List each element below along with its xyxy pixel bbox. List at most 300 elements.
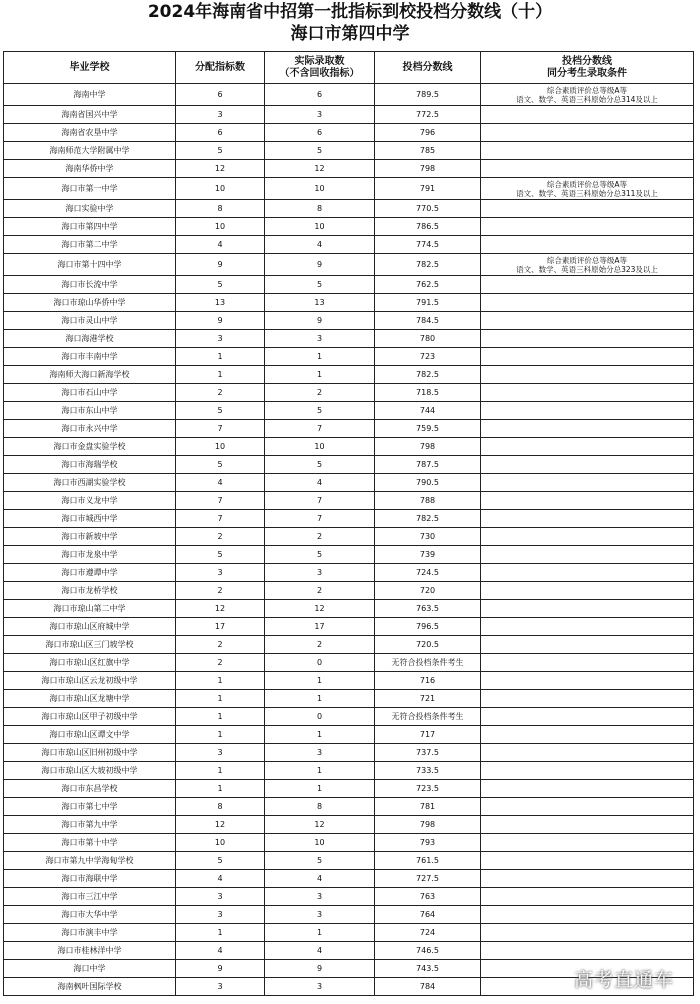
school-cell: 海口市城西中学 [4,510,176,528]
quota-cell: 3 [176,564,265,582]
admitted-cell: 0 [265,654,375,672]
admitted-cell: 2 [265,636,375,654]
score-cell: 763 [375,888,481,906]
school-cell: 海口市遵谭中学 [4,564,176,582]
admitted-cell: 10 [265,834,375,852]
school-cell: 海口市永兴中学 [4,420,176,438]
table-row [4,124,694,142]
table-row [4,402,694,420]
score-cell: 723.5 [375,780,481,798]
admitted-cell: 1 [265,726,375,744]
score-cell: 759.5 [375,420,481,438]
condition-cell [481,708,694,726]
score-cell: 723 [375,348,481,366]
school-cell: 海口市琼山区府城中学 [4,618,176,636]
score-cell: 730 [375,528,481,546]
school-cell: 海口市第一中学 [4,178,176,200]
admitted-cell: 5 [265,456,375,474]
score-cell: 746.5 [375,942,481,960]
school-cell: 海口市第十四中学 [4,254,176,276]
table-row [4,690,694,708]
condition-cell [481,178,694,200]
score-cell: 772.5 [375,106,481,124]
admitted-cell: 17 [265,618,375,636]
score-cell: 788 [375,492,481,510]
quota-cell: 1 [176,780,265,798]
school-cell: 海口市琼山区旧州初级中学 [4,744,176,762]
admitted-cell: 4 [265,870,375,888]
admitted-cell: 3 [265,978,375,996]
quota-cell: 10 [176,834,265,852]
condition-cell [481,852,694,870]
table-row [4,142,694,160]
score-cell: 796 [375,124,481,142]
admitted-cell: 12 [265,600,375,618]
admitted-cell: 4 [265,942,375,960]
table-row [4,726,694,744]
admitted-cell: 12 [265,816,375,834]
score-cell: 763.5 [375,600,481,618]
admitted-cell: 2 [265,384,375,402]
table-row [4,510,694,528]
quota-cell: 9 [176,254,265,276]
admitted-cell: 4 [265,236,375,254]
table-row [4,84,694,106]
condition-cell [481,942,694,960]
table-row [4,546,694,564]
school-cell: 海南省农垦中学 [4,124,176,142]
school-cell: 海南中学 [4,84,176,106]
quota-cell: 12 [176,816,265,834]
score-cell: 无符合投档条件考生 [375,708,481,726]
table-row [4,160,694,178]
quota-cell: 4 [176,870,265,888]
condition-cell [481,236,694,254]
school-cell: 海口中学 [4,960,176,978]
quota-cell: 5 [176,142,265,160]
quota-cell: 2 [176,654,265,672]
condition-cell [481,312,694,330]
school-cell: 海口市大华中学 [4,906,176,924]
school-cell: 海口市琼山区红旗中学 [4,654,176,672]
admitted-cell: 5 [265,142,375,160]
school-cell: 海口市丰南中学 [4,348,176,366]
score-cell: 720 [375,582,481,600]
score-cell: 724 [375,924,481,942]
score-cell: 786.5 [375,218,481,236]
school-cell: 海口市琼山区甲子初级中学 [4,708,176,726]
score-cell: 782.5 [375,366,481,384]
school-cell: 海口市灵山中学 [4,312,176,330]
score-cell: 798 [375,816,481,834]
condition-cell [481,672,694,690]
quota-cell: 3 [176,906,265,924]
admitted-cell: 12 [265,160,375,178]
admitted-cell: 2 [265,528,375,546]
score-cell: 720.5 [375,636,481,654]
quota-cell: 4 [176,474,265,492]
condition-cell [481,654,694,672]
condition-cell [481,780,694,798]
score-cell: 780 [375,330,481,348]
quota-cell: 10 [176,178,265,200]
admitted-cell: 13 [265,294,375,312]
condition-cell [481,762,694,780]
quota-cell: 1 [176,348,265,366]
condition-cell [481,276,694,294]
admitted-cell: 5 [265,852,375,870]
quota-cell: 5 [176,546,265,564]
table-row [4,762,694,780]
table-row [4,106,694,124]
admitted-cell: 1 [265,780,375,798]
condition-cell [481,888,694,906]
admitted-cell: 0 [265,708,375,726]
quota-cell: 10 [176,218,265,236]
table-body [4,84,694,996]
table-row [4,834,694,852]
table-row [4,924,694,942]
condition-cell [481,456,694,474]
condition-cell [481,726,694,744]
admitted-cell: 7 [265,510,375,528]
table-row [4,618,694,636]
table-row [4,654,694,672]
school-cell: 海口市东山中学 [4,402,176,420]
condition-cell [481,402,694,420]
admitted-cell: 8 [265,798,375,816]
condition-cell [481,438,694,456]
quota-cell: 5 [176,456,265,474]
school-cell: 海口市金盘实验学校 [4,438,176,456]
quota-cell: 8 [176,798,265,816]
table-row [4,254,694,276]
table-row [4,438,694,456]
quota-cell: 5 [176,276,265,294]
quota-cell: 1 [176,690,265,708]
condition-cell [481,690,694,708]
table-row [4,582,694,600]
school-cell: 海口市琼山区云龙初级中学 [4,672,176,690]
admitted-cell: 10 [265,178,375,200]
header-score: 投档分数线 [375,52,481,84]
school-cell: 海口市琼山华侨中学 [4,294,176,312]
table-row [4,906,694,924]
condition-line-2: 语文、数学、英语三科原始分总314及以上 [516,94,658,104]
condition-cell [481,492,694,510]
table-row [4,348,694,366]
table-row [4,200,694,218]
score-cell: 793 [375,834,481,852]
score-cell: 785 [375,142,481,160]
score-cell: 781 [375,798,481,816]
score-cell: 727.5 [375,870,481,888]
score-cell: 791.5 [375,294,481,312]
header-conditions-line1: 投档分数线 [562,55,612,67]
admitted-cell: 1 [265,762,375,780]
school-cell: 海口市演丰中学 [4,924,176,942]
admitted-cell: 1 [265,366,375,384]
admitted-cell: 10 [265,438,375,456]
table-row [4,636,694,654]
table-row [4,474,694,492]
condition-cell [481,510,694,528]
admitted-cell: 9 [265,960,375,978]
header-admitted-line1: 实际录取数 [294,55,345,67]
admitted-cell: 10 [265,218,375,236]
condition-cell [481,474,694,492]
table-row [4,236,694,254]
score-cell: 762.5 [375,276,481,294]
school-cell: 海口市琼山区龙塘中学 [4,690,176,708]
table-row [4,708,694,726]
score-cell: 743.5 [375,960,481,978]
quota-cell: 13 [176,294,265,312]
school-cell: 海口市第四中学 [4,218,176,236]
table-row [4,888,694,906]
school-cell: 海南师大海口新海学校 [4,366,176,384]
school-cell: 海口市桂林洋中学 [4,942,176,960]
header-admitted-line2: （不含回收指标） [279,67,360,79]
score-cell: 782.5 [375,510,481,528]
condition-cell [481,254,694,276]
table-row [4,218,694,236]
quota-cell: 9 [176,960,265,978]
score-cell: 789.5 [375,84,481,106]
condition-cell [481,124,694,142]
admitted-cell: 6 [265,124,375,142]
table-row [4,294,694,312]
school-cell: 海口市第七中学 [4,798,176,816]
admitted-cell: 3 [265,906,375,924]
table-row [4,312,694,330]
score-cell: 无符合投档条件考生 [375,654,481,672]
score-cell: 737.5 [375,744,481,762]
condition-cell [481,618,694,636]
admitted-cell: 4 [265,474,375,492]
school-cell: 海口市长流中学 [4,276,176,294]
school-cell: 海口市东昌学校 [4,780,176,798]
school-cell: 海口市琼山第二中学 [4,600,176,618]
condition-cell [481,294,694,312]
school-cell: 海口市第九中学 [4,816,176,834]
condition-cell [481,906,694,924]
quota-cell: 3 [176,978,265,996]
document-title: 2024年海南省中招第一批指标到校投档分数线（十） [147,2,553,22]
condition-line-2: 语文、数学、英语三科原始分总311及以上 [516,188,658,198]
admitted-cell: 8 [265,200,375,218]
admitted-cell: 7 [265,492,375,510]
table-row [4,600,694,618]
score-cell: 791 [375,178,481,200]
quota-cell: 4 [176,236,265,254]
admitted-cell: 6 [265,84,375,106]
quota-cell: 5 [176,402,265,420]
quota-cell: 2 [176,636,265,654]
table-row [4,492,694,510]
admitted-cell: 9 [265,254,375,276]
quota-cell: 3 [176,888,265,906]
quota-cell: 2 [176,528,265,546]
school-cell: 海口市海联中学 [4,870,176,888]
condition-cell [481,218,694,236]
quota-cell: 3 [176,106,265,124]
score-cell: 798 [375,438,481,456]
admitted-cell: 5 [265,546,375,564]
table-row [4,276,694,294]
condition-cell [481,528,694,546]
quota-cell: 5 [176,852,265,870]
condition-cell [481,348,694,366]
table-row [4,330,694,348]
score-cell: 739 [375,546,481,564]
table-row [4,178,694,200]
school-cell: 海南师范大学附属中学 [4,142,176,160]
condition-line-1: 综合素质评价总等级A等 [546,85,628,95]
header-admitted [265,52,375,84]
condition-line-1: 综合素质评价总等级A等 [546,179,628,189]
quota-cell: 7 [176,510,265,528]
school-cell: 海口海港学校 [4,330,176,348]
quota-cell: 6 [176,124,265,142]
condition-cell [481,546,694,564]
school-cell: 海南省国兴中学 [4,106,176,124]
admitted-cell: 5 [265,402,375,420]
quota-cell: 3 [176,330,265,348]
quota-cell: 1 [176,672,265,690]
score-cell: 761.5 [375,852,481,870]
quota-cell: 7 [176,420,265,438]
table-row [4,420,694,438]
table-row [4,780,694,798]
condition-cell [481,816,694,834]
school-cell: 海口市新坡中学 [4,528,176,546]
header-conditions [481,52,694,84]
score-cell: 782.5 [375,254,481,276]
quota-cell: 3 [176,744,265,762]
score-cell: 717 [375,726,481,744]
score-cell: 770.5 [375,200,481,218]
school-cell: 海口市三江中学 [4,888,176,906]
school-cell: 海口实验中学 [4,200,176,218]
score-cell: 790.5 [375,474,481,492]
score-cell: 724.5 [375,564,481,582]
condition-cell [481,600,694,618]
table-row [4,798,694,816]
admitted-cell: 3 [265,744,375,762]
school-cell: 海口市第九中学海甸学校 [4,852,176,870]
admitted-cell: 3 [265,888,375,906]
condition-cell [481,366,694,384]
admitted-cell: 1 [265,690,375,708]
condition-cell [481,798,694,816]
quota-cell: 9 [176,312,265,330]
table-row [4,564,694,582]
school-cell: 海南华侨中学 [4,160,176,178]
condition-cell [481,142,694,160]
school-cell: 海口市第二中学 [4,236,176,254]
admitted-cell: 3 [265,106,375,124]
quota-cell: 6 [176,84,265,106]
table-row [4,528,694,546]
quota-cell: 1 [176,366,265,384]
header-conditions-line2: 同分考生录取条件 [547,67,627,79]
score-cell: 784.5 [375,312,481,330]
table-row [4,852,694,870]
admission-score-table [3,51,694,996]
condition-cell [481,200,694,218]
header-quota: 分配指标数 [176,52,265,84]
condition-cell [481,582,694,600]
quota-cell: 1 [176,708,265,726]
quota-cell: 12 [176,160,265,178]
table-row [4,366,694,384]
quota-cell: 4 [176,942,265,960]
score-cell: 733.5 [375,762,481,780]
quota-cell: 17 [176,618,265,636]
school-cell: 海口市琼山区谭文中学 [4,726,176,744]
admitted-cell: 3 [265,330,375,348]
score-cell: 798 [375,160,481,178]
condition-cell [481,564,694,582]
school-cell: 海口市石山中学 [4,384,176,402]
table-row [4,384,694,402]
school-cell: 海口市龙泉中学 [4,546,176,564]
school-cell: 海口市海瑞学校 [4,456,176,474]
watermark-text: 高考直通车 [573,969,674,991]
score-cell: 744 [375,402,481,420]
condition-cell [481,420,694,438]
quota-cell: 8 [176,200,265,218]
quota-cell: 2 [176,582,265,600]
admitted-cell: 9 [265,312,375,330]
score-cell: 716 [375,672,481,690]
admitted-cell: 1 [265,672,375,690]
school-cell: 海口市龙桥学校 [4,582,176,600]
admitted-cell: 1 [265,348,375,366]
admitted-cell: 1 [265,924,375,942]
admitted-cell: 2 [265,582,375,600]
score-cell: 796.5 [375,618,481,636]
condition-cell [481,106,694,124]
condition-cell [481,834,694,852]
quota-cell: 12 [176,600,265,618]
quota-cell: 2 [176,384,265,402]
quota-cell: 1 [176,726,265,744]
school-cell: 海口市琼山区三门坡学校 [4,636,176,654]
condition-cell [481,330,694,348]
condition-cell [481,160,694,178]
score-cell: 764 [375,906,481,924]
condition-line-1: 综合素质评价总等级A等 [546,255,628,265]
table-row [4,942,694,960]
condition-cell [481,384,694,402]
score-cell: 787.5 [375,456,481,474]
admitted-cell: 7 [265,420,375,438]
quota-cell: 7 [176,492,265,510]
table-row [4,870,694,888]
table-header-row [4,52,694,84]
condition-cell [481,924,694,942]
quota-cell: 1 [176,924,265,942]
school-cell: 海口市琼山区大坡初级中学 [4,762,176,780]
score-cell: 774.5 [375,236,481,254]
school-cell: 海口市第十中学 [4,834,176,852]
condition-cell [481,744,694,762]
document-subtitle: 海口市第四中学 [290,24,410,44]
score-cell: 784 [375,978,481,996]
condition-cell [481,870,694,888]
